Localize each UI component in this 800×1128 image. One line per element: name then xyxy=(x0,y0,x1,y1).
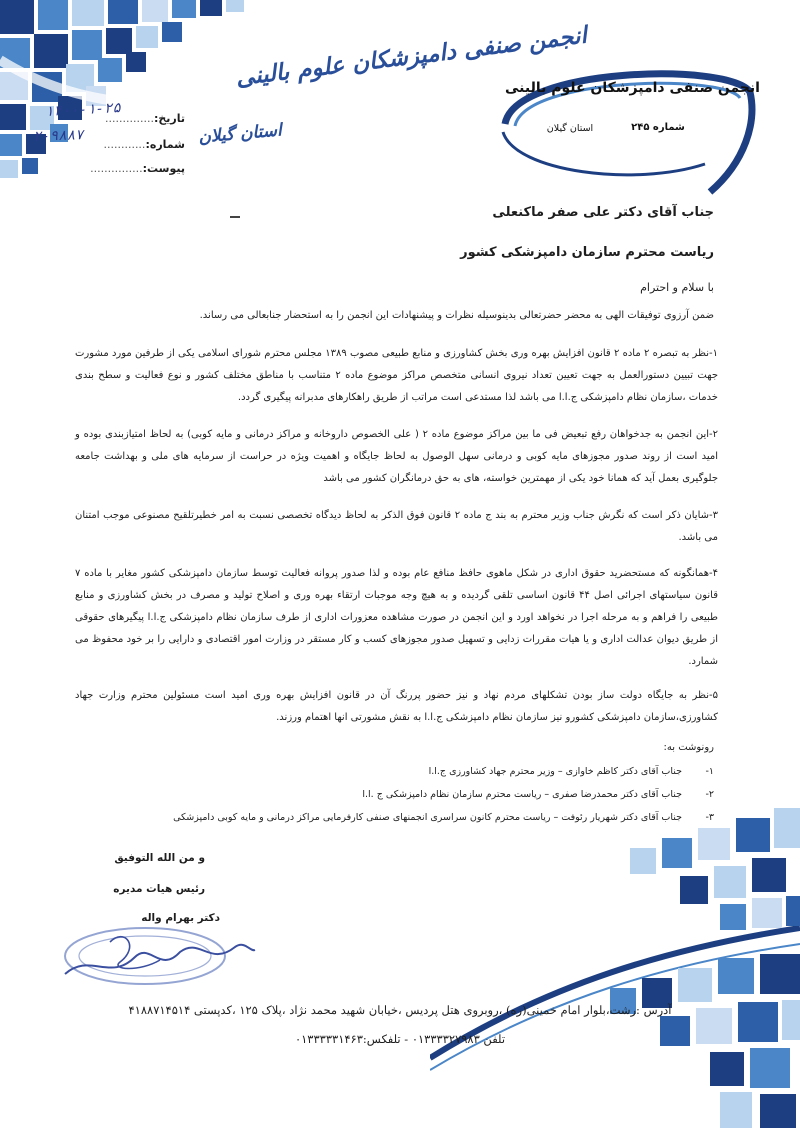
attachment-label: پیوست: xyxy=(142,162,185,175)
handwritten-date: ۱۴۰۰-۱-۲۵ xyxy=(44,100,122,120)
cc-title: رونوشت به: xyxy=(663,742,714,753)
logo-organization-name: انجمن صنفی دامپزشکان علوم بالینی xyxy=(505,80,760,96)
paragraph-2: ۲-این انجمن به جدخواهان رفع تبعیض فی ما بین مراکز موضوع ماده ۲ ( علی الخصوص داروخانه و مراکز درمانی و مایه کوبی) به لحاظ امتیازبندی بوده و امید است از روند صدور مجوزهای مایه کوبی و درمانی سهل الوصول به لحاظ جایگاه و اهمیت ویژه در حراست از سرمایه های ملی و بهداشت جامعه جلوگیری بعمل آید که همانا خود یکی از مهمترین خواسته، های به حق درمانگران کشور می باشد xyxy=(75,429,718,484)
greeting: با سلام و احترام xyxy=(640,281,714,294)
recipient-title: ریاست محترم سازمان دامپزشکی کشور xyxy=(460,245,714,260)
closing-phrase: و من الله التوفیق xyxy=(114,852,205,864)
cc-text: جناب آقای دکتر محمدرضا صفری – ریاست محترم سازمان نظام دامپزشکی ج .ا.ا xyxy=(362,789,682,800)
cc-text: جناب آقای دکتر کاظم خاوازی – وزیر محترم جهاد کشاورزی ج.ا.ا xyxy=(428,766,682,777)
signer-position: رئیس هیات مدیره xyxy=(113,883,205,895)
official-stamp-signature xyxy=(50,912,260,992)
paragraph-3: ۳-شایان ذکر است که نگرش جناب وزیر محترم به بند ج ماده ۲ قانون فوق الذکر به لحاظ دیدگاه تخصصی نسبت به امر خطیرتلقیح مصنوعی موجب امتنان می باشد. xyxy=(75,510,718,543)
logo-number: شماره ۲۴۵ xyxy=(631,122,685,133)
cc-text: جناب آقای دکتر شهریار رئوفت – ریاست محترم کانون سراسری انجمنهای صنفی کارفرمایی مراکز درمانی و مایه کوبی دامپزشکی xyxy=(173,812,682,823)
cc-number: ۳- xyxy=(705,812,714,823)
organization-province: استان گیلان xyxy=(197,120,283,148)
number-dots: ............ xyxy=(103,138,146,151)
cc-number: ۱- xyxy=(705,766,714,777)
number-label: شماره: xyxy=(145,138,185,151)
logo-province: استان گیلان xyxy=(546,123,594,134)
letter-metadata xyxy=(25,98,185,178)
paragraph-4: ۴-همانگونه که مستحضرید حقوق اداری در شکل ماهوی حافظ منافع عام بوده و لذا صدور پروانه فعالیت توسط سازمان دامپزشکی کشور مغایر با ماده ۷ قانون سیاستهای اجرائی اصل ۴۴ قانون اساسی تلقی گردیده و به هیچ وجه موجبات ارتقاء بهره وری و اصلاح تولید و مصرف در بخش کشاورزی و منابع طبیعی را فراهم و به مرحله اجرا در نخواهد اورد و این انجمن در صورت مشاهده معزورات اداری از طرف سازمان نظام دامپزشکی ج.ا.ا پیگیرهای حقوقی از طریق دیوان عدالت اداری و یا هیات مقررات زدایی و تسهیل صدور مجوزهای کسب و کار مستقر در وزارت امور اقتصادی و دارایی را بر خود محفوظ می شمارد. xyxy=(75,568,719,667)
footer-phone: تلفن ۰۱۳۳۳۳۲۷۹۸۳ - تلفکس:۰۱۳۳۳۳۳۱۴۶۳ xyxy=(294,1032,506,1046)
paragraph-1: ۱-نظر به تبصره ۲ ماده ۲ قانون افزایش بهره وری بخش کشاورزی و منابع طبیعی مصوب ۱۳۸۹ مجلس محترم شورای اسلامی یکی از طرفین مورد مشورت جهت تبیین دستورالعمل به جهت تعیین تعداد نیروی انسانی متخصص مراکز موضوع ماده ۲ متناسب با مناطق مختلف کشور و نوع فعالیت و سطح بندی خدمات ،سازمان نظام دامپزشکی ج.ا.ا می باشد لذا مستدعی است مراتب از طریق راهکارهای مدبرانه پیگیری گردد. xyxy=(75,348,719,403)
footer-address: آدرس :رشت،بلوار امام خمینی(ره) ،روبروی هتل پردیس ،خیابان شهید محمد نژاد ،پلاک ۱۲۵ ،کدپستی ۴۱۸۸۷۱۴۵۱۴ xyxy=(128,1003,672,1017)
recipient-name: جناب آقای دکتر علی صفر ماکنعلی xyxy=(492,205,714,220)
handwritten-number: ۲-۹۸۸۷ xyxy=(32,127,84,145)
attachment-dots: ............... xyxy=(90,162,143,175)
intro-paragraph: ضمن آرزوی توفیقات الهی به محضر حضرتعالی بدینوسیله نظرات و پیشنهادات این انجمن را به استحضار جنابعالی می رساند. xyxy=(199,310,714,321)
date-dots: .............. xyxy=(104,112,154,125)
divider-mark xyxy=(230,216,240,218)
signer-name: دکتر بهرام واله xyxy=(141,912,220,924)
number-row xyxy=(103,138,185,151)
paragraph-5: ۵-نظر به جایگاه دولت ساز بودن تشکلهای مردم نهاد و نیز حضور پررنگ آن در قانون افزایش بهره وری امید است مسئولین محترم وزارت جهاد کشاورزی،سازمان دامپزشکی کشورو نیز سازمان نظام دامپزشکی ج.ا.ا به نقش مشورتی انها اهتمام ورزند. xyxy=(75,690,718,723)
organization-title: انجمن صنفی دامپزشکان علوم بالینی xyxy=(234,21,589,92)
cc-number: ۲- xyxy=(705,789,714,800)
date-label: تاریخ: xyxy=(153,112,185,125)
cc-item xyxy=(74,766,714,789)
corner-mosaic-bottom-right xyxy=(430,808,800,1128)
attachment-row xyxy=(90,162,185,175)
